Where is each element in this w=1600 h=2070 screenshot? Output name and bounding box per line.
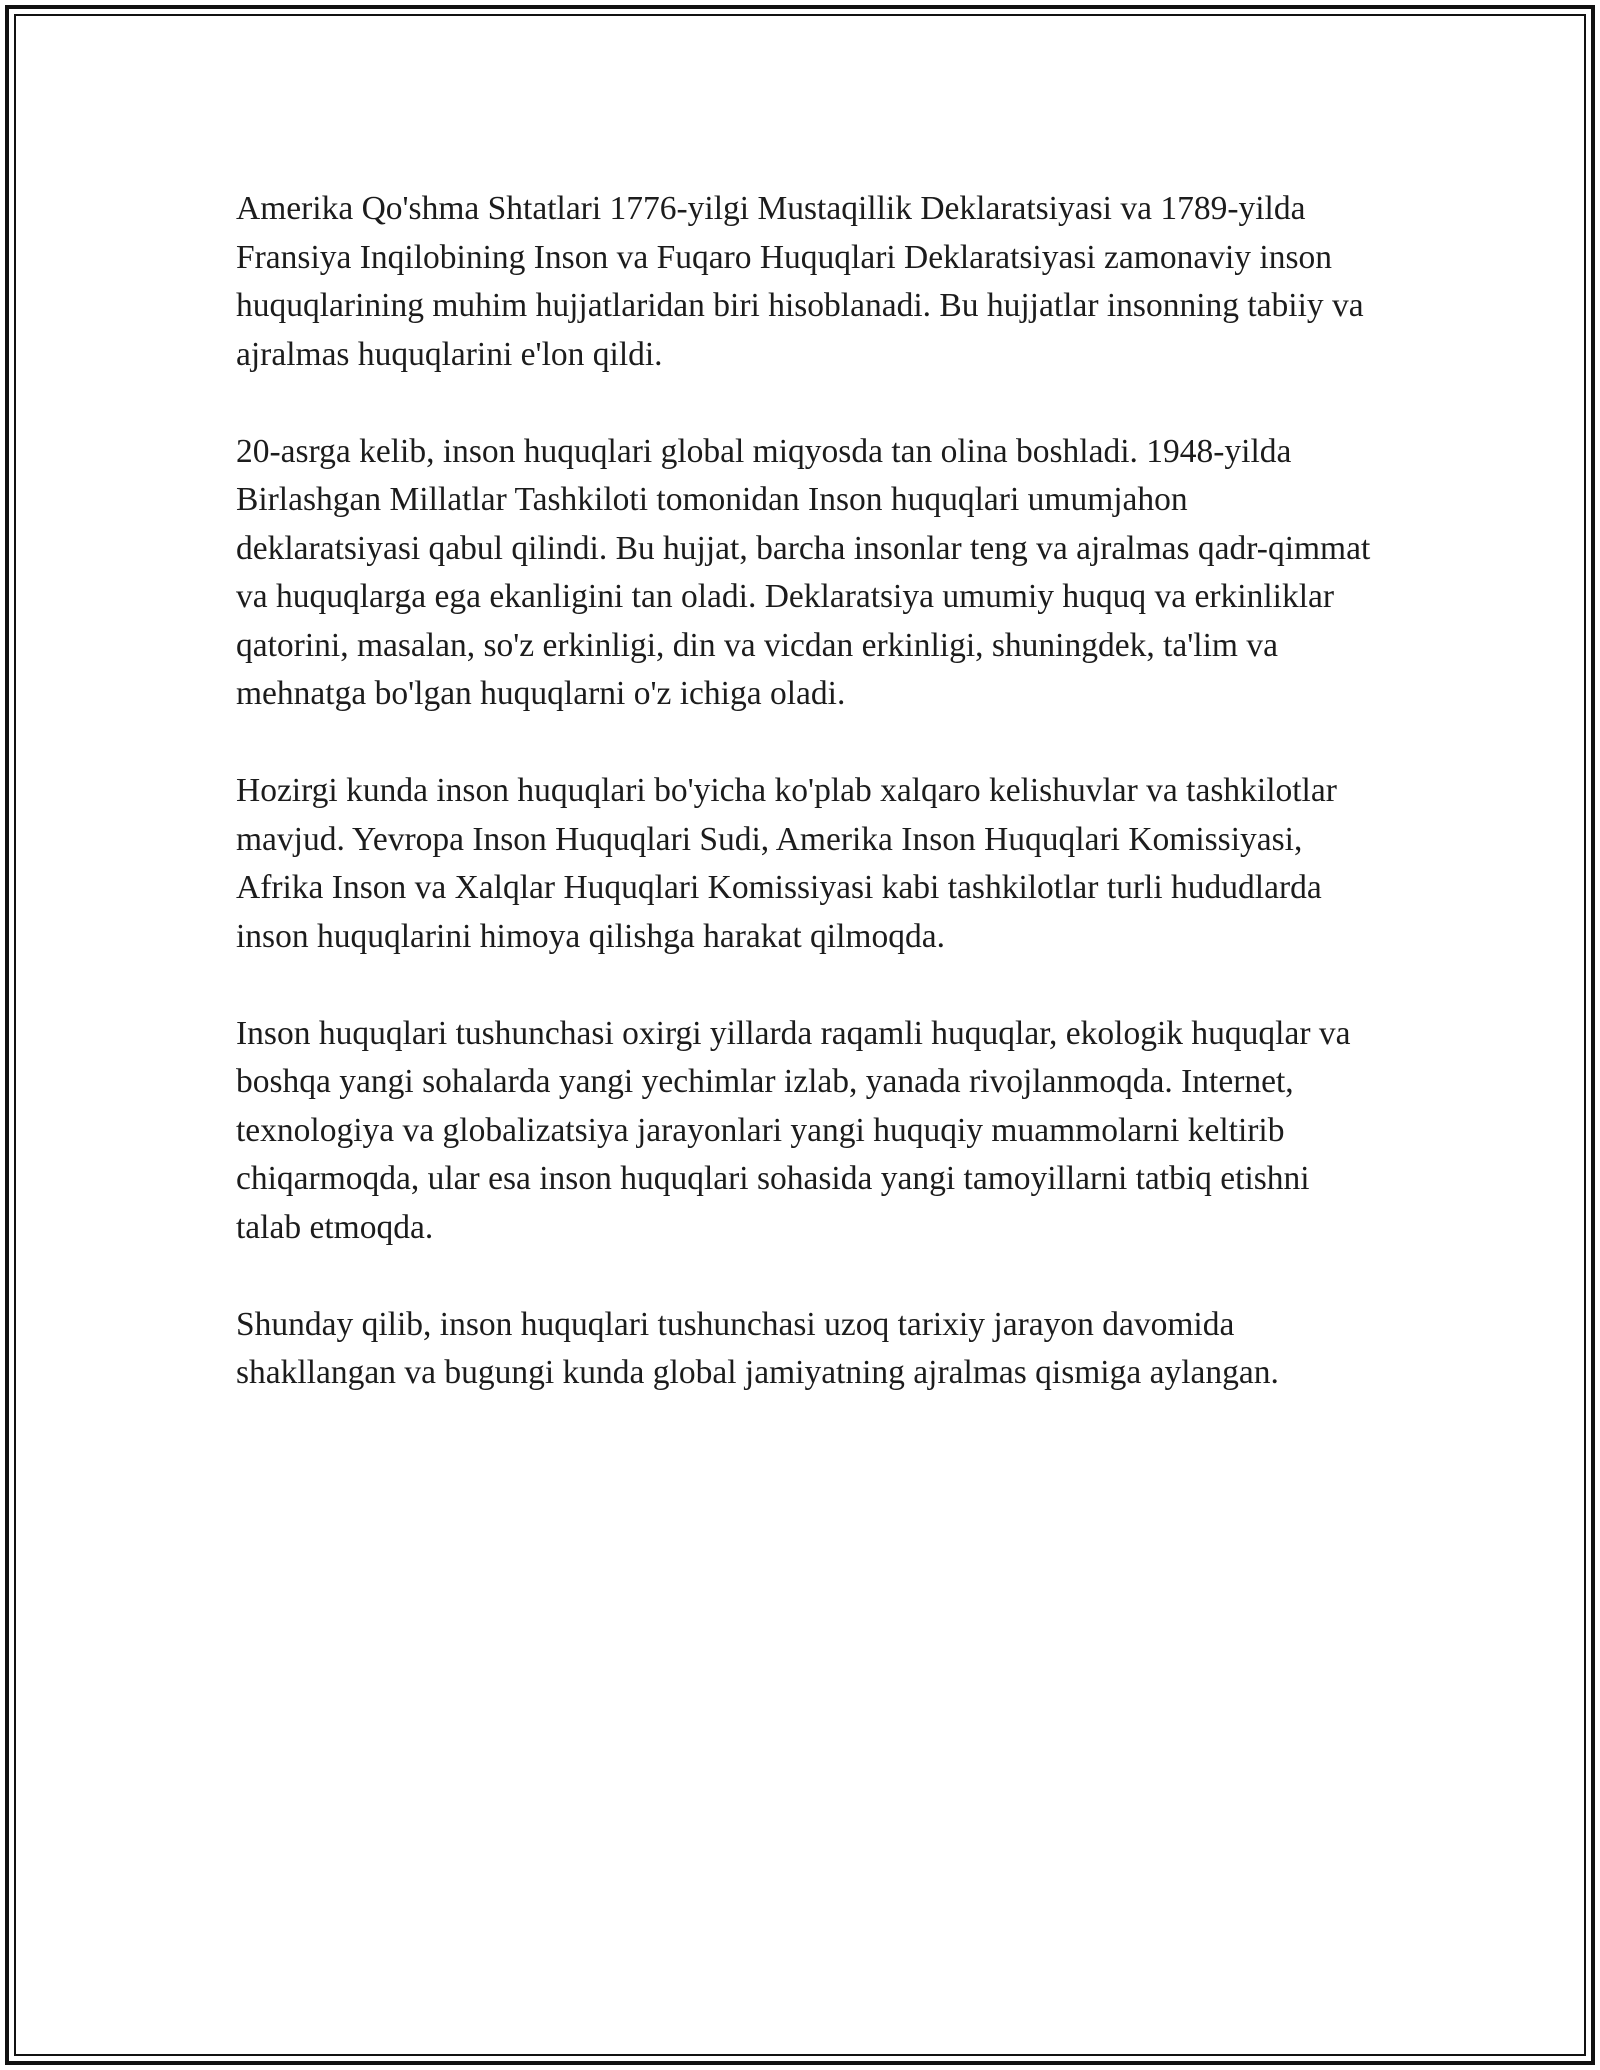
paragraph-1: Amerika Qo'shma Shtatlari 1776-yilgi Mustaqillik Deklaratsiyasi va 1789-yilda Fransiya Inqilobining Inson va Fuqaro Huquqlari Deklaratsiyasi zamonaviy inson huquqlarining muhim hujjatlaridan biri hisoblanadi. Bu hujjatlar insonning tabiiy va ajralmas huquqlarini e'lon qildi. xyxy=(236,190,1364,373)
document-body xyxy=(236,185,1371,1446)
paragraph-4: Inson huquqlari tushunchasi oxirgi yillarda raqamli huquqlar, ekologik huquqlar va boshqa yangi sohalarda yangi yechimlar izlab, yanada rivojlanmoqda. Internet, texnologiya va globalizatsiya jarayonlari yangi huquqiy muammolarni keltirib chiqarmoqda, ular esa inson huquqlari sohasida yangi tamoyillarni tatbiq etishni talab etmoqda. xyxy=(236,1014,1351,1246)
paragraph-2: 20-asrga kelib, inson huquqlari global miqyosda tan olina boshladi. 1948-yilda Birlashgan Millatlar Tashkiloti tomonidan Inson huquqlari umumjahon deklaratsiyasi qabul qilindi. Bu hujjat, barcha insonlar teng va ajralmas qadr-qimmat va huquqlarga ega ekanligini tan oladi. Deklaratsiya umumiy huquq va erkinliklar qatorini, masalan, so'z erkinligi, din va vicdan erkinligi, shuningdek, ta'lim va mehnatga bo'lgan huquqlarni o'z ichiga oladi. xyxy=(236,432,1371,712)
paragraph-5: Shunday qilib, inson huquqlari tushunchasi uzoq tarixiy jarayon davomida shakllangan va bugungi kunda global jamiyatning ajralmas qismiga aylangan. xyxy=(236,1305,1279,1391)
paragraph-3: Hozirgi kunda inson huquqlari bo'yicha ko'plab xalqaro kelishuvlar va tashkilotlar mavjud. Yevropa Inson Huquqlari Sudi, Amerika Inson Huquqlari Komissiyasi, Afrika Inson va Xalqlar Huquqlari Komissiyasi kabi tashkilotlar turli hududlarda inson huquqlarini himoya qilishga harakat qilmoqda. xyxy=(236,772,1337,955)
